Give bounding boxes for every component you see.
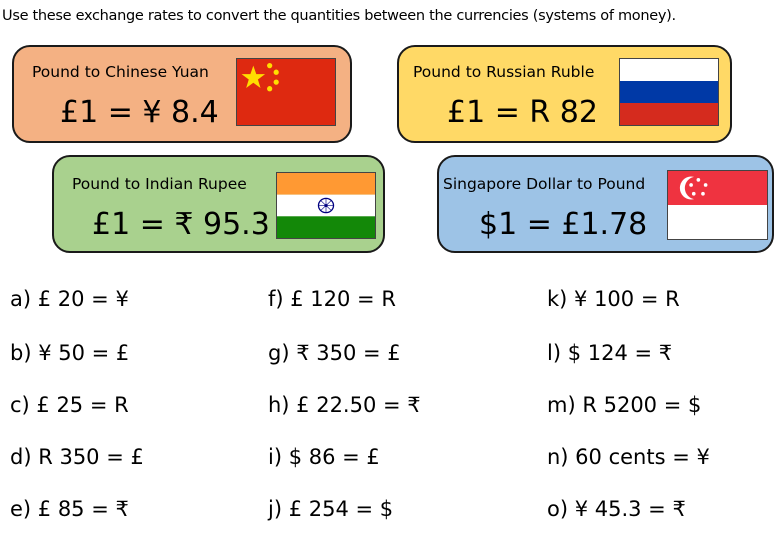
question-i: i) $ 86 = £ (268, 445, 380, 469)
card-pound-to-ruble (397, 45, 732, 143)
singapore-flag-icon (667, 170, 768, 240)
question-c: c) £ 25 = R (10, 393, 129, 417)
question-l: l) $ 124 = ₹ (547, 341, 673, 365)
question-e: e) £ 85 = ₹ (10, 497, 129, 521)
card-label: Pound to Indian Rupee (72, 175, 247, 193)
card-rate: £1 = R 82 (447, 95, 598, 130)
question-h: h) £ 22.50 = ₹ (268, 393, 421, 417)
card-label: Pound to Chinese Yuan (32, 63, 209, 81)
card-rate: £1 = ¥ 8.4 (60, 95, 219, 130)
card-pound-to-yuan (12, 45, 352, 143)
question-f: f) £ 120 = R (268, 287, 396, 311)
question-o: o) ¥ 45.3 = ₹ (547, 497, 686, 521)
question-j: j) £ 254 = $ (268, 497, 394, 521)
question-b: b) ¥ 50 = £ (10, 341, 130, 365)
question-k: k) ¥ 100 = R (547, 287, 680, 311)
question-m: m) R 5200 = $ (547, 393, 702, 417)
card-sgd-to-pound (437, 155, 774, 253)
question-g: g) ₹ 350 = £ (268, 341, 401, 365)
card-rate: $1 = £1.78 (479, 207, 648, 242)
question-d: d) R 350 = £ (10, 445, 144, 469)
russia-flag-icon (619, 58, 719, 126)
card-rate: £1 = ₹ 95.3 (92, 207, 270, 242)
question-n: n) 60 cents = ¥ (547, 445, 710, 469)
card-pound-to-rupee (52, 155, 385, 253)
china-flag-icon (236, 58, 336, 126)
card-label: Pound to Russian Ruble (413, 63, 595, 81)
card-label: Singapore Dollar to Pound (443, 175, 646, 193)
instructions-title: Use these exchange rates to convert the quantities between the currencies (systems of money). (2, 8, 676, 24)
question-a: a) £ 20 = ¥ (10, 287, 129, 311)
india-flag-icon (276, 172, 376, 239)
